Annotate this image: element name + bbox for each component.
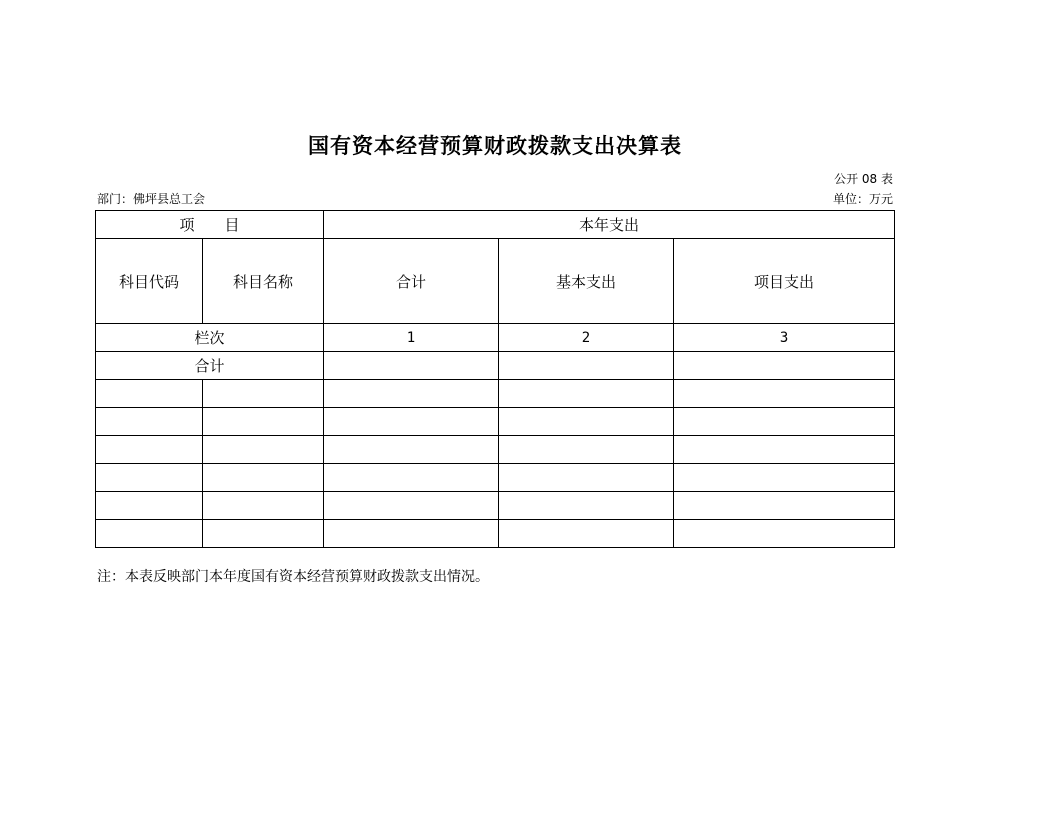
table-cell <box>324 408 499 436</box>
table-cell <box>499 436 674 464</box>
table-cell <box>499 380 674 408</box>
header-row-2 <box>96 239 895 324</box>
table-cell <box>203 436 324 464</box>
table-cell <box>96 520 203 548</box>
table-cell <box>96 464 203 492</box>
index-cell-2: 2 <box>499 324 674 352</box>
col-project-header: 项目支出 <box>674 239 895 324</box>
table-cell <box>324 464 499 492</box>
department-label: 部门：佛坪县总工会 <box>97 192 206 206</box>
table-cell <box>324 520 499 548</box>
table-cell <box>203 380 324 408</box>
table-cell <box>499 520 674 548</box>
index-cell-3: 3 <box>674 324 895 352</box>
index-row <box>96 324 895 352</box>
table-cell <box>674 464 895 492</box>
unit-label: 单位：万元 <box>832 192 893 206</box>
table-row <box>96 520 895 548</box>
table-cell <box>324 380 499 408</box>
col-name-header: 科目名称 <box>203 239 324 324</box>
footnote: 注：本表反映部门本年度国有资本经营预算财政拨款支出情况。 <box>97 569 489 585</box>
total-row <box>96 352 895 380</box>
table-cell <box>203 408 324 436</box>
table-row <box>96 464 895 492</box>
header-row-1 <box>96 211 895 239</box>
table-cell <box>674 408 895 436</box>
total-cell <box>324 352 499 380</box>
table-cell <box>499 408 674 436</box>
page-title: 国有资本经营预算财政拨款支出决算表 <box>308 133 682 158</box>
table-cell <box>499 464 674 492</box>
table-row <box>96 408 895 436</box>
form-number: 公开 08 表 <box>834 172 893 186</box>
index-row-label: 栏次 <box>96 324 324 352</box>
table-cell <box>96 380 203 408</box>
table-cell <box>324 436 499 464</box>
table-row <box>96 436 895 464</box>
table-cell <box>499 492 674 520</box>
table-cell <box>674 520 895 548</box>
col-basic-header: 基本支出 <box>499 239 674 324</box>
table-cell <box>674 492 895 520</box>
header-item-cell: 项 目 <box>96 211 324 239</box>
table-cell <box>203 492 324 520</box>
table-row <box>96 492 895 520</box>
table-cell <box>96 492 203 520</box>
table-cell <box>203 464 324 492</box>
table-cell <box>203 520 324 548</box>
header-current-year-cell: 本年支出 <box>324 211 895 239</box>
total-row-label: 合计 <box>96 352 324 380</box>
table-cell <box>96 436 203 464</box>
table-cell <box>674 380 895 408</box>
budget-table <box>95 210 895 548</box>
total-project-cell <box>674 352 895 380</box>
table-cell <box>324 492 499 520</box>
table-cell <box>96 408 203 436</box>
index-cell-1: 1 <box>324 324 499 352</box>
total-basic-cell <box>499 352 674 380</box>
col-code-header: 科目代码 <box>96 239 203 324</box>
table-row <box>96 380 895 408</box>
col-total-header: 合计 <box>324 239 499 324</box>
table-cell <box>674 436 895 464</box>
